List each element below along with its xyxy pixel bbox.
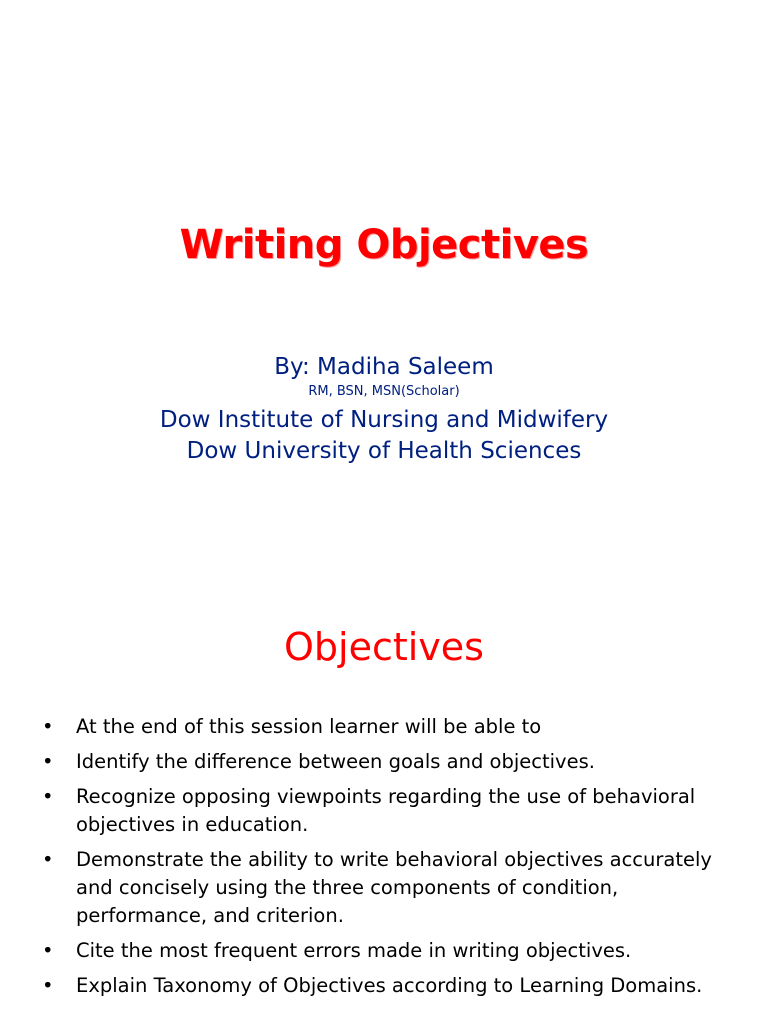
institute-name: Dow Institute of Nursing and Midwifery (159, 407, 609, 433)
list-item (42, 748, 742, 776)
objectives-list (42, 713, 742, 1007)
bullet-icon: • (42, 848, 54, 871)
author-byline: By: Madiha Saleem (274, 354, 494, 380)
bullet-text: Recognize opposing viewpoints regarding the use of behavioral objectives in education. (76, 785, 696, 836)
list-item (42, 783, 742, 839)
list-item (42, 713, 742, 741)
bullet-text: Cite the most frequent errors made in writing objectives. (76, 939, 632, 962)
bullet-text: Explain Taxonomy of Objectives according to Learning Domains. (76, 974, 703, 997)
bullet-icon: • (42, 974, 54, 997)
objectives-slide (0, 576, 768, 1024)
bullet-icon: • (42, 715, 54, 738)
bullet-icon: • (42, 785, 54, 808)
presentation-title: Writing Objectives (179, 222, 589, 268)
bullet-text: Identify the difference between goals and objectives. (76, 750, 595, 773)
list-item (42, 846, 742, 930)
author-credentials: RM, BSN, MSN(Scholar) (308, 384, 460, 399)
objectives-title: Objectives (284, 625, 484, 669)
list-item (42, 972, 742, 1000)
institution-block (0, 405, 768, 467)
university-name: Dow University of Health Sciences (186, 438, 582, 464)
bullet-text: At the end of this session learner will be able to (76, 715, 542, 738)
bullet-text: Demonstrate the ability to write behavioral objectives accurately and concisely using the three components of condition, performance, and criterion. (76, 848, 712, 927)
bullet-icon: • (42, 750, 54, 773)
list-item (42, 937, 742, 965)
bullet-icon: • (42, 939, 54, 962)
